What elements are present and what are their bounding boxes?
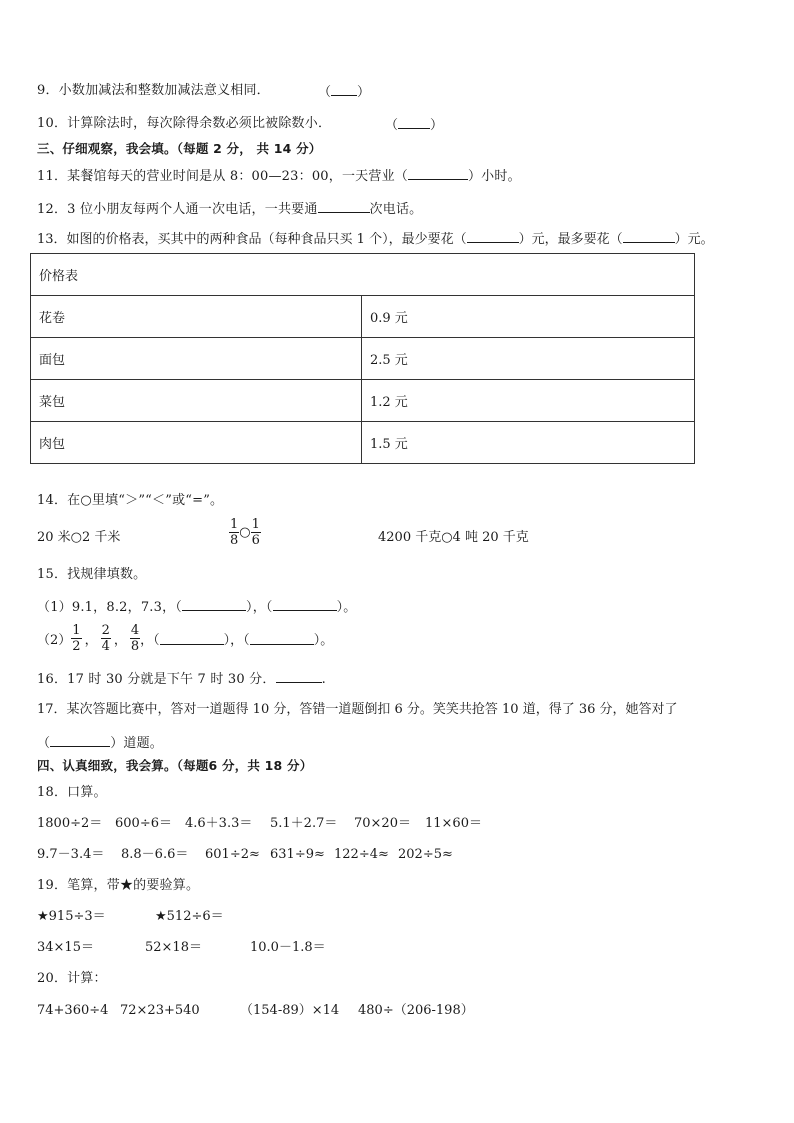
answer-blank[interactable] bbox=[318, 200, 370, 213]
question-10-answer-paren: （ ） bbox=[385, 118, 444, 133]
compare-circle[interactable]: ○ bbox=[239, 525, 251, 540]
compare-item-2 bbox=[229, 517, 261, 548]
food-name: 面包 bbox=[31, 338, 362, 380]
fraction: $\frac{4}{8}$ bbox=[130, 623, 140, 654]
food-price: 2.5 元 bbox=[362, 338, 695, 380]
compare-item-1: 20 米○2 千米 bbox=[37, 530, 121, 545]
written-calc: ★512÷6＝ bbox=[155, 909, 224, 924]
question-11: 11．某餐馆每天的营业时间是从 8：00—23：00，一天营业（ ）小时。 bbox=[37, 169, 521, 184]
question-19: 19．笔算，带★的要验算。 bbox=[37, 878, 200, 893]
table-row bbox=[31, 296, 695, 338]
expression: （154-89）×14 bbox=[240, 1003, 340, 1018]
price-table-title: 价格表 bbox=[31, 254, 695, 296]
question-18: 18．口算。 bbox=[37, 785, 107, 800]
answer-blank[interactable] bbox=[182, 598, 246, 611]
mental-calc: 9.7－3.4＝ bbox=[37, 847, 105, 862]
question-16: 16．17 时 30 分就是下午 7 时 30 分． . bbox=[37, 672, 326, 687]
fraction: $\frac{1}{6}$ bbox=[251, 517, 260, 548]
answer-blank[interactable] bbox=[250, 632, 314, 645]
question-10 bbox=[37, 116, 331, 132]
question-9-answer-paren: （ ） bbox=[318, 85, 371, 100]
table-row bbox=[31, 422, 695, 464]
mental-calc: 600÷6＝ bbox=[115, 816, 172, 831]
written-calc: ★915÷3＝ bbox=[37, 909, 106, 924]
answer-blank[interactable] bbox=[398, 116, 430, 129]
fraction: $\frac{2}{4}$ bbox=[101, 623, 110, 654]
fraction: $\frac{1}{2}$ bbox=[72, 623, 81, 654]
answer-blank[interactable] bbox=[273, 598, 337, 611]
mental-calc: 122÷4≈ bbox=[334, 847, 389, 862]
question-9-text: 9．小数加减法和整数加减法意义相同． bbox=[37, 83, 270, 98]
question-10-text: 10．计算除法时，每次除得余数必须比被除数小． bbox=[37, 116, 332, 131]
written-calc: 34×15＝ bbox=[37, 940, 94, 955]
expression: 72×23+540 bbox=[120, 1003, 200, 1018]
mental-calc: 601÷2≈ bbox=[205, 847, 260, 862]
food-name: 菜包 bbox=[31, 380, 362, 422]
answer-blank[interactable] bbox=[160, 632, 224, 645]
written-calc: 10.0－1.8＝ bbox=[250, 940, 326, 955]
mental-calc: 4.6＋3.3＝ bbox=[185, 816, 253, 831]
mental-calc: 5.1＋2.7＝ bbox=[270, 816, 338, 831]
answer-blank[interactable] bbox=[623, 230, 675, 243]
food-name: 花卷 bbox=[31, 296, 362, 338]
question-17: 17．某次答题比赛中，答对一道题得 10 分，答错一道题倒扣 6 分。笑笑共抢答 10 道，得了 36 分，她答对了 bbox=[37, 702, 678, 717]
food-price: 1.2 元 bbox=[362, 380, 695, 422]
written-calc: 52×18＝ bbox=[145, 940, 202, 955]
expression: 480÷（206-198） bbox=[358, 1003, 474, 1018]
answer-blank[interactable] bbox=[50, 734, 110, 747]
mental-calc: 8.8－6.6＝ bbox=[121, 847, 189, 862]
expression: 74+360÷4 bbox=[37, 1003, 109, 1018]
mental-calc: 1800÷2＝ bbox=[37, 816, 103, 831]
answer-blank[interactable] bbox=[276, 670, 322, 683]
answer-blank[interactable] bbox=[467, 230, 519, 243]
fraction: $\frac{1}{8}$ bbox=[230, 517, 239, 548]
section-4-heading: 四、认真细致，我会算。（每题6 分，共 18 分） bbox=[37, 758, 313, 773]
price-table bbox=[30, 253, 695, 464]
question-15: 15．找规律填数。 bbox=[37, 567, 147, 582]
price-table-title-row bbox=[31, 254, 695, 296]
section-3-heading: 三、仔细观察，我会填。（每题 2 分， 共 14 分） bbox=[37, 141, 322, 156]
mental-calc: 70×20＝ bbox=[354, 816, 411, 831]
question-15-part-1: （1）9.1，8.2，7.3，（ ），（ ）。 bbox=[37, 600, 357, 615]
food-name: 肉包 bbox=[31, 422, 362, 464]
question-20: 20．计算： bbox=[37, 971, 107, 986]
question-14: 14．在○里填“＞”“＜”或“=”。 bbox=[37, 493, 224, 508]
mental-calc: 202÷5≈ bbox=[398, 847, 453, 862]
table-row bbox=[31, 338, 695, 380]
answer-blank[interactable] bbox=[331, 83, 357, 96]
mental-calc: 631÷9≈ bbox=[270, 847, 325, 862]
answer-blank[interactable] bbox=[408, 167, 468, 180]
question-17-answer: （ ）道题。 bbox=[37, 736, 164, 751]
question-12: 12．3 位小朋友每两个人通一次电话，一共要通 次电话。 bbox=[37, 202, 423, 217]
question-15-part-2: （2） $\frac{1}{2}$ ， $\frac{2}{4}$ ， $\frac{4}{8}$ ，（ ），（ ）。 bbox=[37, 623, 334, 654]
food-price: 1.5 元 bbox=[362, 422, 695, 464]
mental-calc: 11×60＝ bbox=[425, 816, 482, 831]
question-9 bbox=[37, 83, 270, 99]
table-row bbox=[31, 380, 695, 422]
food-price: 0.9 元 bbox=[362, 296, 695, 338]
question-13: 13．如图的价格表，买其中的两种食品（每种食品只买 1 个），最少要花（ ）元，最多要花（ ）元。 bbox=[37, 232, 714, 247]
compare-item-3: 4200 千克○4 吨 20 千克 bbox=[378, 530, 529, 545]
